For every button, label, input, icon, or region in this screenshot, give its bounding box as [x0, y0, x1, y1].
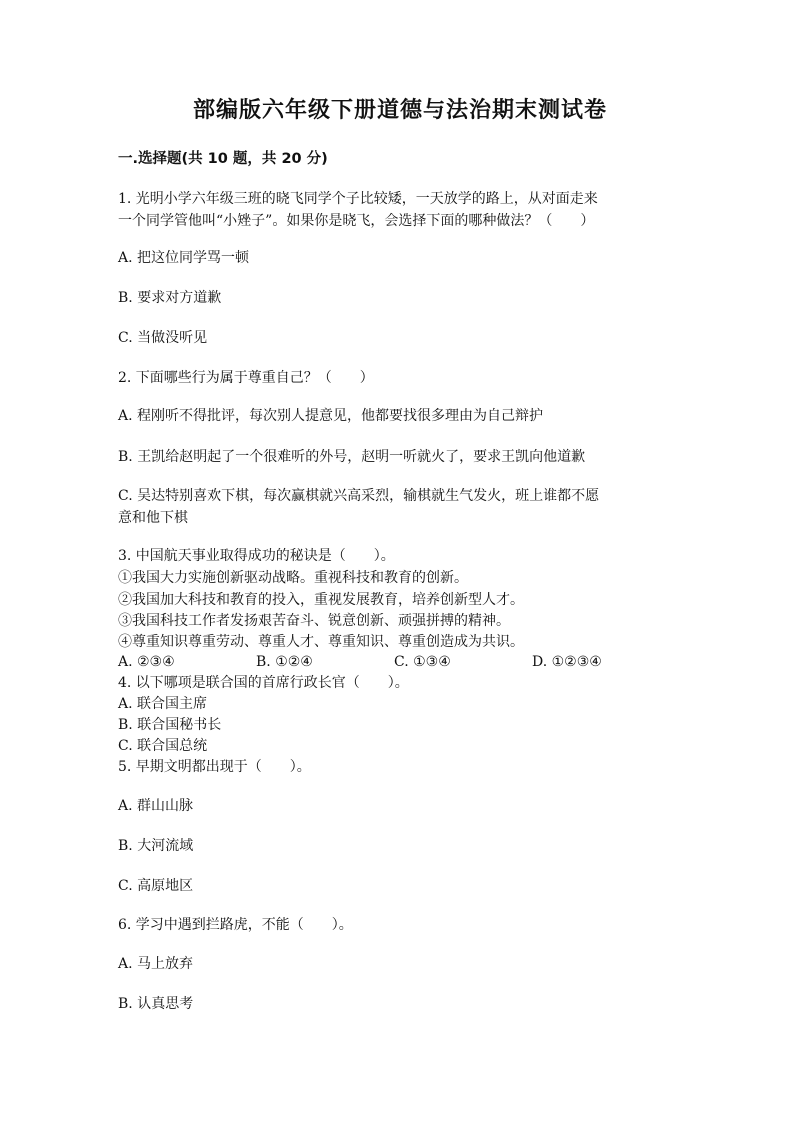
question-3-option-d: D. ①②③④ [532, 654, 602, 670]
page-title: 部编版六年级下册道德与法治期末测试卷 [192, 98, 607, 123]
question-2-stem: 2. 下面哪些行为属于尊重自己？（ ） [118, 370, 374, 386]
question-5-option-a: A. 群山山脉 [118, 798, 194, 814]
question-1-option-c: C. 当做没听见 [118, 330, 208, 346]
section-heading: 一.选择题(共 10 题，共 20 分) [118, 151, 328, 167]
question-6-option-a: A. 马上放弃 [118, 956, 194, 972]
question-3-option-a: A. ②③④ [118, 654, 175, 670]
question-3-option-b: B. ①②④ [256, 654, 313, 670]
question-2-option-c-line-2: 意和他下棋 [118, 510, 188, 526]
question-3-statement-3: ③我国科技工作者发扬艰苦奋斗、锐意创新、顽强拼搏的精神。 [118, 613, 510, 629]
question-2-option-c-line-1: C. 吴达特别喜欢下棋，每次赢棋就兴高采烈，输棋就生气发火，班上谁都不愿 [118, 488, 600, 504]
question-3-stem: 3. 中国航天事业取得成功的秘诀是（ ）。 [118, 548, 395, 564]
question-3-statement-1: ①我国大力实施创新驱动战略。重视科技和教育的创新。 [118, 570, 468, 586]
question-4-stem: 4. 以下哪项是联合国的首席行政长官（ ）。 [118, 675, 409, 691]
question-5-option-b: B. 大河流域 [118, 838, 194, 854]
question-6-stem: 6. 学习中遇到拦路虎，不能（ ）。 [118, 917, 353, 933]
question-2-option-b: B. 王凯给赵明起了一个很难听的外号，赵明一听就火了，要求王凯向他道歉 [118, 449, 586, 465]
question-3-option-c: C. ①③④ [394, 654, 451, 670]
question-5-stem: 5. 早期文明都出现于（ ）。 [118, 759, 311, 775]
question-1-stem-line-1: 1. 光明小学六年级三班的晓飞同学个子比较矮，一天放学的路上，从对面走来 [118, 191, 598, 207]
question-4-option-a: A. 联合国主席 [118, 696, 208, 712]
question-1-option-a: A. 把这位同学骂一顿 [118, 250, 250, 266]
question-5-option-c: C. 高原地区 [118, 878, 194, 894]
question-1-stem-line-2: 一个同学管他叫“小矬子”。如果你是晓飞，会选择下面的哪种做法？（ ） [118, 213, 595, 229]
question-4-option-c: C. 联合国总统 [118, 738, 208, 754]
question-3-statement-4: ④尊重知识尊重劳动、尊重人才、尊重知识、尊重创造成为共识。 [118, 634, 524, 650]
question-3-statement-2: ②我国加大科技和教育的投入，重视发展教育，培养创新型人才。 [118, 592, 524, 608]
question-1-option-b: B. 要求对方道歉 [118, 290, 222, 306]
question-2-option-a: A. 程刚听不得批评，每次别人提意见，他都要找很多理由为自己辩护 [118, 408, 544, 424]
question-4-option-b: B. 联合国秘书长 [118, 717, 222, 733]
question-6-option-b: B. 认真思考 [118, 996, 194, 1012]
